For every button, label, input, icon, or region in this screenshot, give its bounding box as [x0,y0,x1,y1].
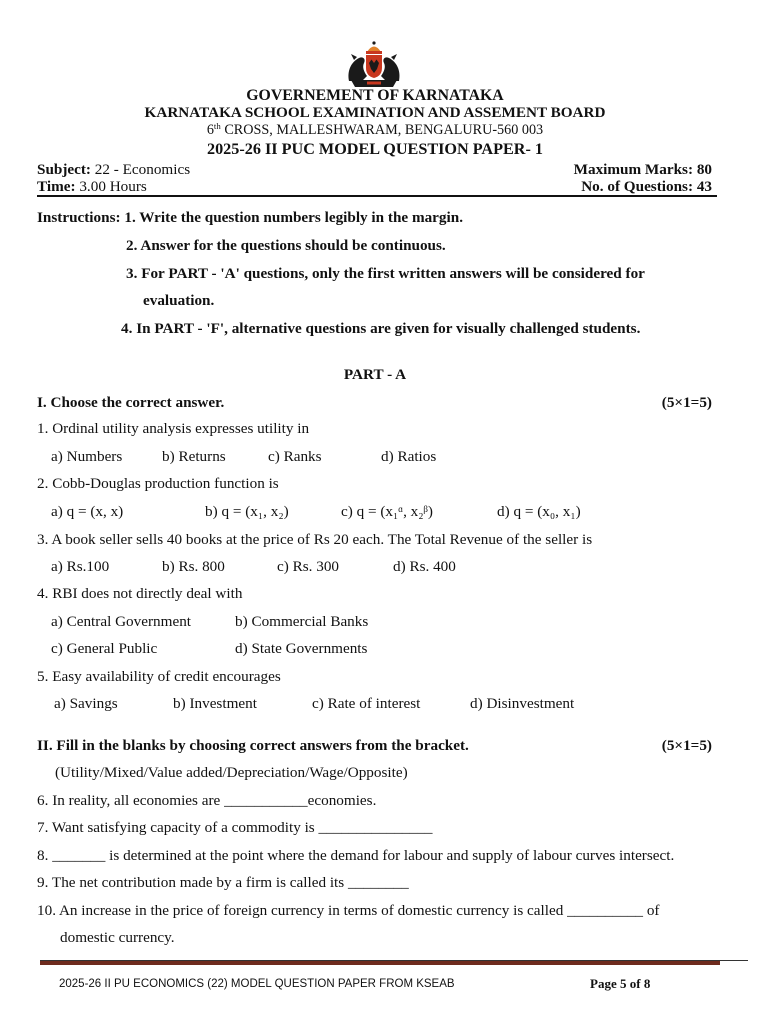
question-1-option-a: a) Numbers [51,448,123,465]
question-count-value: 43 [696,178,712,195]
header-divider [37,195,717,197]
question-count-line [581,178,712,195]
question-6-text: 6. In reality, all economies are ___________economies. [37,792,377,809]
instruction-3: 3. For PART - 'A' questions, only the first written answers will be considered for [126,265,645,282]
emblem-base [351,80,397,87]
max-marks-label: Maximum Marks: [573,161,694,178]
instruction-4: 4. In PART - 'F', alternative questions are given for visually challenged students. [121,320,641,337]
address-text: CROSS, MALLESHWARAM, BENGALURU-560 003 [224,122,544,138]
question-5-text: 5. Easy availability of credit encourages [37,668,281,685]
question-8-text: 8. _______ is determined at the point where the demand for labour and supply of labour curves intersect. [37,847,675,864]
emblem-right-beast [381,54,400,81]
question-2-option-c: c) q = (x₁ᵅ, x₂ᵝ) [341,503,433,520]
question-10-continuation: domestic currency. [60,929,175,946]
emblem-shield [366,55,382,78]
board-title: KARNATAKA SCHOOL EXAMINATION AND ASSEMENT BOARD [144,104,606,121]
page-total: 8 [643,976,651,991]
question-4-option-b: b) Commercial Banks [235,613,369,630]
page-number [590,976,650,991]
question-2-text: 2. Cobb-Douglas production function is [37,475,279,492]
instruction-1 [37,209,463,226]
question-5-option-a: a) Savings [54,695,118,712]
question-1-text: 1. Ordinal utility analysis expresses utility in [37,420,310,437]
question-2-option-b: b) q = (x₁, x₂) [205,503,289,520]
question-3-option-d: d) Rs. 400 [393,558,456,575]
address-number: 6 [206,122,214,138]
subject-value: 22 - Economics [94,161,191,178]
question-5-option-b: b) Investment [173,695,257,712]
time-line [37,178,147,195]
subject-label: Subject: [37,161,91,178]
time-value: 3.00 Hours [79,178,147,195]
part-a-heading: PART - A [343,366,407,383]
question-10-text: 10. An increase in the price of foreign currency in terms of domestic currency is called __________ of [37,902,660,919]
max-marks-line [574,161,712,178]
government-title: GOVERNEMENT OF KARNATAKA [246,87,504,104]
question-count-label: No. of Questions: [581,178,694,195]
question-3-option-a: a) Rs.100 [51,558,110,575]
address-ordinal-suffix: th [213,121,221,132]
page-of: of [629,976,641,991]
question-4-text: 4. RBI does not directly deal with [37,585,243,602]
question-4-option-c: c) General Public [51,640,158,657]
question-3-option-b: b) Rs. 800 [162,558,225,575]
section-2-title: II. Fill in the blanks by choosing correct answers from the bracket. [37,737,469,754]
instructions-label: Instructions: [37,209,121,226]
question-4-option-a: a) Central Government [51,613,192,630]
question-4-option-d: d) State Governments [235,640,368,657]
question-5-option-d: d) Disinvestment [470,695,575,712]
question-1-option-d: d) Ratios [381,448,437,465]
question-2-option-a: a) q = (x, x) [51,503,124,520]
footer-title: 2025-26 II PU ECONOMICS (22) MODEL QUESTION PAPER FROM KSEAB [59,978,455,990]
section-1-title: I. Choose the correct answer. [37,394,225,411]
question-3-text: 3. A book seller sells 40 books at the price of Rs 20 each. The Total Revenue of the seller is [37,531,593,548]
section-2-marks: (5×1=5) [661,737,712,754]
paper-title: 2025-26 II PUC MODEL QUESTION PAPER- 1 [206,140,544,158]
question-3-option-c: c) Rs. 300 [277,558,340,575]
board-address [0,122,750,139]
question-2-option-d: d) q = (x₀, x₁) [497,503,581,520]
emblem-left-beast [348,54,367,81]
question-9-text: 9. The net contribution made by a firm is called its ________ [37,874,409,891]
question-5-option-c: c) Rate of interest [312,695,421,712]
question-1-option-b: b) Returns [162,448,226,465]
emblem-crown [366,41,382,54]
question-7-text: 7. Want satisfying capacity of a commodity is _______________ [37,819,433,836]
page-current: 5 [619,976,627,991]
max-marks-value: 80 [696,161,712,178]
subject-line [37,161,190,178]
word-bank: (Utility/Mixed/Value added/Depreciation/Wage/Opposite) [55,764,408,781]
instruction-3-continuation: evaluation. [143,292,215,309]
footer-thick-rule [40,961,720,965]
instruction-1-text: 1. Write the question numbers legibly in the margin. [124,209,463,226]
time-label: Time: [37,178,76,195]
question-1-option-c: c) Ranks [268,448,322,465]
instruction-2: 2. Answer for the questions should be continuous. [126,237,446,254]
section-1-marks: (5×1=5) [661,394,712,411]
state-emblem-logo [342,40,406,88]
page-label: Page [590,976,617,991]
